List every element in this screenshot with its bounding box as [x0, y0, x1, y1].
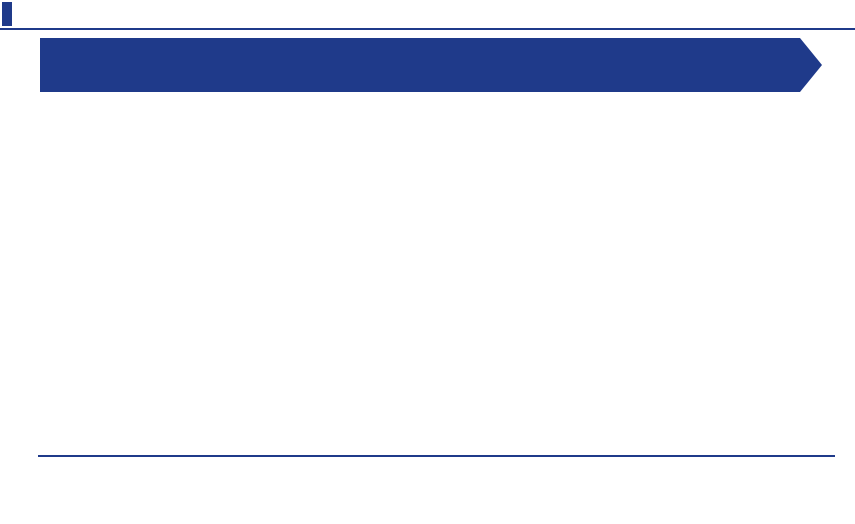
footer-rule: [38, 455, 835, 457]
timeline-graphics: [0, 0, 855, 190]
banner-arrow: [40, 38, 822, 92]
